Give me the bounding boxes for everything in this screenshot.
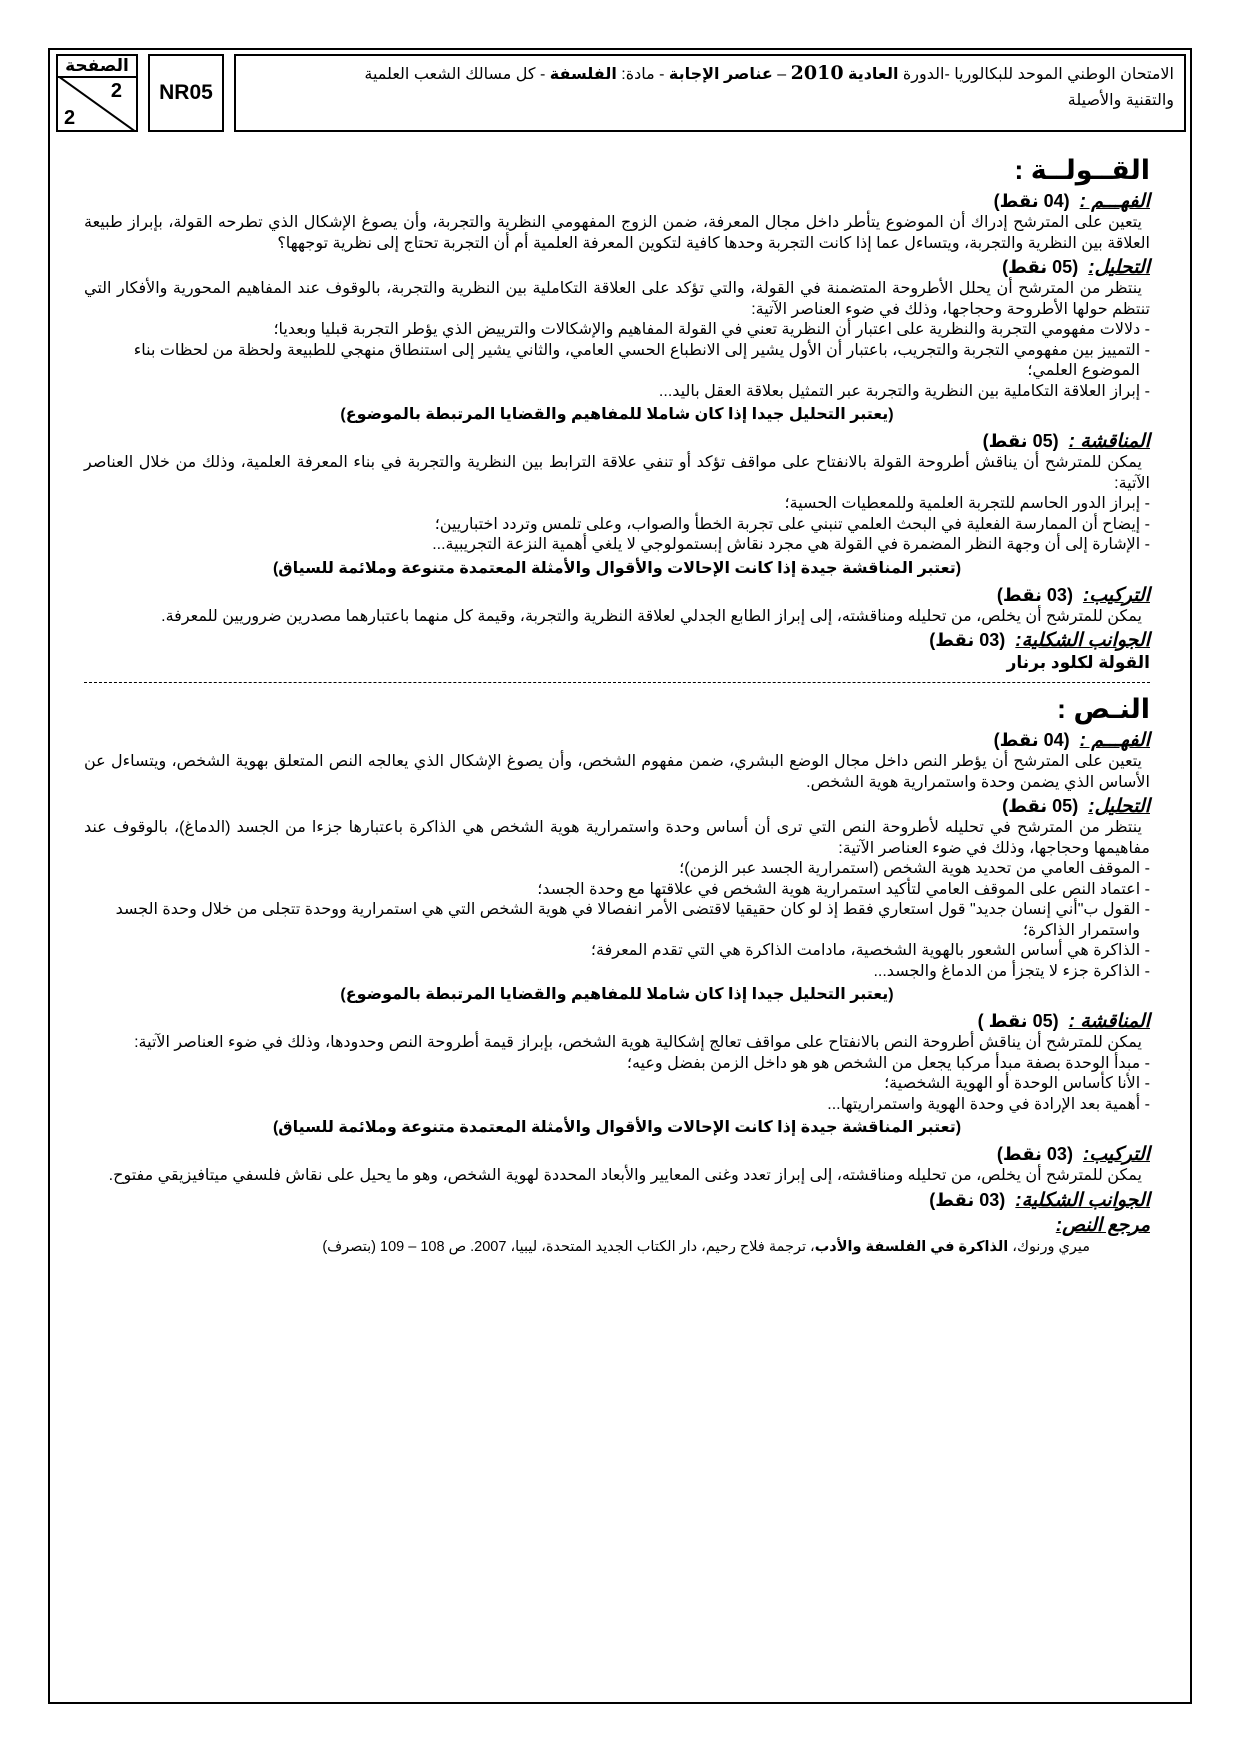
- heading-points: (03 نقط): [929, 1189, 1006, 1210]
- section-separator: [84, 682, 1150, 683]
- exam-header: [56, 54, 1186, 140]
- heading-name: الفهـــم :: [1079, 730, 1150, 751]
- heading-name: الفهـــم :: [1079, 191, 1150, 212]
- list-item: - الذاكرة هي أساس الشعور بالهوية الشخصية، مادامت الذاكرة هي التي تقدم المعرفة؛: [84, 941, 1150, 962]
- heading-points: (05 نقط ): [977, 1011, 1059, 1031]
- quote-discussion-list: [84, 494, 1150, 556]
- title-part-a: الامتحان الوطني الموحد للبكالوريا -الدورة: [898, 66, 1174, 83]
- text-discussion-list: [84, 1054, 1150, 1116]
- quote-section-title: القــولــة :: [1014, 155, 1150, 185]
- heading-name: المناقشة :: [1068, 1011, 1150, 1032]
- heading-points: (03 نقط): [929, 630, 1006, 650]
- reference-details: ، ترجمة فلاح رحيم، دار الكتاب الجديد المتحدة، ليبيا، 2007. ص 108 – 109 (بتصرف): [322, 1238, 815, 1255]
- title-streams: - كل مسالك الشعب العلمية: [364, 66, 550, 83]
- quote-discussion-note: (تعتبر المناقشة جيدة إذا كانت الإحالات والأقوال والأمثلة المعتمدة متنوعة وملائمة للسياق): [272, 559, 962, 577]
- list-item: - أهمية بعد الإرادة في وحدة الهوية واستمراريتها...: [84, 1095, 1150, 1116]
- quote-discussion-heading: [84, 430, 1150, 453]
- list-item: - مبدأ الوحدة بصفة مبدأ مركبا يجعل من الشخص هو هو داخل الزمن بفضل وعيه؛: [84, 1054, 1150, 1075]
- heading-name: التركيب:: [1082, 584, 1150, 606]
- list-item: - الذاكرة جزء لا يتجزأ من الدماغ والجسد...: [84, 962, 1150, 983]
- text-analysis-text: ينتظر من المترشح في تحليله لأطروحة النص التي ترى أن أساس وحدة واستمرارية هوية الشخص هي الذاكرة باعتبارها جزءا من الجسد (الدماغ)، بالوقوف عند مفاهيمها وحجاجها، وذلك في ضوء العناصر الآتية:: [84, 819, 1150, 857]
- quote-analysis-list: [84, 320, 1150, 402]
- page-number-box: [56, 54, 138, 132]
- list-item: - إبراز العلاقة التكاملية بين النظرية والتجربة عبر التمثيل بعلاقة العقل باليد...: [84, 382, 1150, 403]
- quote-attribution: القولة لكلود برنار: [1006, 653, 1150, 672]
- text-analysis-heading: [84, 795, 1150, 818]
- text-discussion-text: يمكن للمترشح أن يناقش أطروحة النص بالانفتاح على مواقف تعالج إشكالية هوية الشخص، بإبراز قيمة أطروحة النص وحدودها، وذلك في ضوء العناصر الآتية:: [134, 1034, 1142, 1051]
- list-item: - الموقف العامي من تحديد هوية الشخص (استمرارية الجسد عبر الزمن)؛: [84, 859, 1150, 880]
- reference-author: ميري ورنوك،: [1008, 1238, 1090, 1255]
- title-subject-label: - مادة:: [616, 66, 669, 83]
- heading-name: المناقشة :: [1068, 431, 1150, 452]
- text-discussion-note: (تعتبر المناقشة جيدة إذا كانت الإحالات والأقوال والأمثلة المعتمدة متنوعة وملائمة للسياق): [272, 1119, 962, 1136]
- quote-synthesis-text: يمكن للمترشح أن يخلص، من تحليله ومناقشته، إلى إبراز الطابع الجدلي لعلاقة النظرية والتجربة، وقيمة كل منهما باعتبارهما مصدرين ضروريين للمعرفة.: [161, 607, 1142, 625]
- quote-analysis-note: (يعتبر التحليل جيدا إذا كان شاملا للمفاهيم والقضايا المرتبطة بالموضوع): [340, 406, 894, 423]
- text-synthesis-heading: [84, 1143, 1150, 1166]
- title-year: 2010: [790, 62, 844, 84]
- quote-formal-heading: [84, 629, 1150, 652]
- title-subject: الفلسفة: [549, 66, 617, 83]
- text-reference: [84, 1237, 1150, 1257]
- title-dash: –: [772, 66, 791, 83]
- exam-title: [234, 54, 1186, 132]
- list-item: - اعتماد النص على الموقف العامي لتأكيد استمرارية هوية الشخص في علاقتها مع وحدة الجسد؛: [84, 880, 1150, 901]
- page-frame: [48, 48, 1192, 1704]
- list-item: - دلالات مفهومي التجربة والنظرية على اعتبار أن النظرية تعني في القولة المفاهيم والإشكالات والترييض الذي يؤطر التجربة قبليا وبعديا؛: [84, 320, 1150, 341]
- quote-analysis-heading: [84, 256, 1150, 279]
- answer-content: [84, 144, 1150, 1257]
- text-reference-heading: [84, 1214, 1150, 1237]
- heading-name: الجوانب الشكلية:: [1015, 630, 1150, 651]
- heading-name: مرجع النص:: [1055, 1214, 1150, 1236]
- list-item: - إيضاح أن الممارسة الفعلية في البحث العلمي تنبني على تجربة الخطأ والصواب، وعلى تلمس وتردد اختباريين؛: [84, 515, 1150, 536]
- page-total: 2: [64, 107, 76, 129]
- text-discussion-heading: [84, 1010, 1150, 1033]
- heading-points: (04 نقط): [993, 730, 1070, 750]
- text-understanding-heading: [84, 729, 1150, 752]
- quote-understanding-heading: [84, 190, 1150, 213]
- list-item: - القول ب"أني إنسان جديد" قول استعاري فقط إذ لو كان حقيقيا لاقتضى الأمر انفصالا في هوية الشخص التي هي استمرارية ووحدة تتجلى من خلال وحدة الجسد واستمرار الذاكرة؛: [84, 900, 1150, 941]
- list-item: - الإشارة إلى أن وجهة النظر المضمرة في القولة هي مجرد نقاش إبستمولوجي لا يلغي أهمية النزعة التجريبية...: [84, 535, 1150, 556]
- title-session: العادية: [848, 66, 899, 83]
- page-number: 2: [110, 80, 122, 102]
- list-item: - التمييز بين مفهومي التجربة والتجريب، باعتبار أن الأول يشير إلى الانطباع الحسي العامي، والثاني يشير إلى استنطاق منهجي للطبيعة ولحظة من لحظات بناء الموضوع العلمي؛: [84, 341, 1150, 382]
- page-label: الصفحة: [58, 56, 136, 78]
- text-understanding-text: يتعين على المترشح أن يؤطر النص داخل مجال الوضع البشري، ضمن مفهوم الشخص، وأن يصوغ الإشكال الذي يعالجه النص المتعلق بهوية الشخص، ويتساءل عن الأساس الذي يضمن وحدة واستمرارية هوية الشخص.: [84, 753, 1150, 791]
- text-section-title: النـص :: [1057, 694, 1150, 724]
- heading-points: (04 نقط): [993, 191, 1070, 211]
- reference-book: الذاكرة في الفلسفة والأدب: [814, 1238, 1009, 1255]
- quote-understanding-text: يتعين على المترشح إدراك أن الموضوع يتأطر داخل مجال المعرفة، ضمن الزوج المفهومي النظرية والتجربة، وأن يصوغ الإشكال الذي تطرحه القولة، بإبراز طبيعة العلاقة بين النظرية والتجربة، ويتساءل عما إذا كانت التجربة وحدها كافية لتكوين المعرفة العلمية أم أن التجربة تحتاج إلى نظرية توجهها؟: [84, 214, 1150, 252]
- title-elements: عناصر الإجابة: [668, 66, 773, 83]
- text-analysis-list: [84, 859, 1150, 982]
- heading-points: (05 نقط): [982, 431, 1059, 451]
- title-line-2: والتقنية والأصيلة: [1067, 92, 1174, 109]
- quote-synthesis-heading: [84, 584, 1150, 607]
- heading-name: التركيب:: [1082, 1144, 1150, 1165]
- quote-analysis-text: ينتظر من المترشح أن يحلل الأطروحة المتضمنة في القولة، والتي تؤكد على العلاقة التكاملية بين النظرية والتجربة، بالوقوف عند المفاهيم المحورية والأفكار التي تنتظم حولها الأطروحة وحجاجها، وذلك في ضوء العناصر الآتية:: [84, 280, 1150, 318]
- heading-points: (03 نقط): [996, 1144, 1073, 1164]
- heading-name: الجوانب الشكلية:: [1015, 1189, 1150, 1211]
- text-synthesis-text: يمكن للمترشح أن يخلص، من تحليله ومناقشته، إلى إبراز تعدد وغنى المعايير والأبعاد المحددة لهوية الشخص، وهو ما يحيل على نقاش فلسفي ميتافيزيقي مفتوح.: [108, 1167, 1142, 1184]
- list-item: - إبراز الدور الحاسم للتجربة العلمية وللمعطيات الحسية؛: [84, 494, 1150, 515]
- heading-name: التحليل:: [1088, 257, 1150, 278]
- quote-discussion-text: يمكن للمترشح أن يناقش أطروحة القولة بالانفتاح على مواقف تؤكد أو تنفي علاقة الترابط بين النظرية والتجربة في بناء المعرفة العلمية، وذلك من خلال العناصر الآتية:: [84, 454, 1150, 492]
- heading-points: (03 نقط): [996, 584, 1073, 605]
- list-item: - الأنا كأساس الوحدة أو الهوية الشخصية؛: [84, 1074, 1150, 1095]
- exam-code: NR05: [148, 54, 224, 132]
- heading-points: (05 نقط): [1002, 257, 1079, 277]
- heading-points: (05 نقط): [1002, 796, 1079, 816]
- text-analysis-note: (يعتبر التحليل جيدا إذا كان شاملا للمفاهيم والقضايا المرتبطة بالموضوع): [340, 986, 894, 1003]
- text-formal-heading: [84, 1189, 1150, 1212]
- heading-name: التحليل:: [1088, 796, 1150, 817]
